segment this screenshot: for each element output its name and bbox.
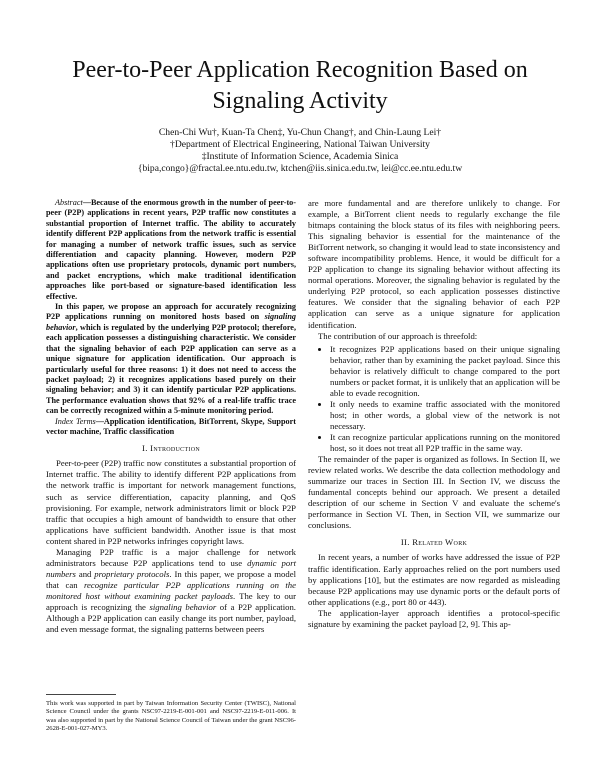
- related-paragraph-2: The application-layer approach identifies a protocol-specific signature by examining the packet payload [2, 9]. This ap-: [308, 607, 560, 629]
- author-names: Chen-Chi Wu†, Kuan-Ta Chen‡, Yu-Chun Chang†, and Chin-Laung Lei†: [158, 127, 442, 138]
- right-paragraph-1: are more fundamental and are therefore unlikely to change. For example, a BitTorrent client needs to regularly exchange the file bitmaps containing the block status of its files with neighboring peers. This signaling behavior is essential for the maintenance of the BitTorrent network, so changing it would lead to state inconsistency and software incompatibility problems. Hence, it would be difficult for a P2P application to change its signaling behavior without affecting its normal operations. Moreover, the signaling behavior is regulated by the underlying P2P protocol, so each application possesses distinctive features. We consider that the signaling behavior of each P2P application can serve as a unique signature for application identification.: [308, 198, 560, 330]
- abstract-text-2b: , which is regulated by the underlying P2P protocol; therefore, each application possesses a distinguishing characteristic. We consider that the signaling behavior of each P2P application can serve as a unique signature for application identification. Our approach is particularly useful for three reasons: 1) it does not need to access the packet payload; 2) it recognizes applications based purely on their signaling behavior; and 3) it can identify particular P2P applications. The performance evaluation shows that 92% of a real-life traffic trace can be correctly recognized within a 5-minute monitoring period.: [46, 322, 296, 416]
- list-item: • It recognizes P2P applications based on their unique signaling behavior, rather than by examining the packet payload. Since this behavior is relatively difficult to change compared to the port numbers or packet format, it is unlikely that an application will be able to evade recognition.: [330, 344, 560, 399]
- outline-paragraph: The remainder of the paper is organized as follows. In Section II, we review related works. We describe the data collection methodology and summarize our traces in Section III. In Section IV, we discuss the fundamental concepts behind our approach. We present a detailed description of our scheme in Section V and evaluate the scheme's performance in Section VI. Then, in Section VII, we summarize our conclusions.: [308, 454, 560, 531]
- intro-text-2d: . The key to our approach is recognizing the: [46, 590, 297, 612]
- index-terms-text: —Application identification, BitTorrent, Skype, Support vector machine, Traffic classification: [46, 416, 296, 436]
- author-block: [40, 127, 560, 175]
- footnote-rule: [46, 694, 116, 695]
- author-emails: {bipa,congo}@fractal.ee.ntu.edu.tw, ktchen@iis.sinica.edu.tw, lei@cc.ee.ntu.edu.tw: [137, 163, 463, 174]
- intro-emphasis-4: signaling behavior: [149, 602, 217, 612]
- abstract-text-1: —Because of the enormous growth in the number of peer-to-peer (P2P) applications in recent years, P2P traffic now constitutes a substantial proportion of Internet traffic. The ability to accurately identify different P2P applications from the network traffic is essential for managing a number of network traffic issues, such as service differentiation and capacity planning. However, modern P2P applications often use proprietary protocols, dynamic port numbers, and packet encryptions, which make traditional identification approaches like port-based or signature-based identification less effective.: [46, 198, 296, 301]
- intro-emphasis-1: dynamic port numbers: [46, 557, 296, 579]
- abstract-label: Abstract: [55, 198, 83, 207]
- right-column: [308, 198, 560, 630]
- abstract-text-2a: In this paper, we propose an approach for accurately recognizing P2P applications running on monitored hosts based on: [46, 302, 296, 322]
- index-terms: [46, 417, 296, 438]
- section-heading-introduction: I. Introduction: [142, 443, 200, 454]
- abstract-emphasis: signaling behavior: [46, 312, 296, 332]
- footnote: This work was supported in part by Taiwan Information Security Center (TWISC), National Science Council under the grants NSC97-2219-E-001-001 and NSC97-2219-E-011-006. It was also supported in part by the National Science Council of Taiwan under the grant NSC96-2628-E-001-027-MY3.: [46, 700, 296, 732]
- intro-paragraph-2: [46, 547, 296, 635]
- contribution-list: [308, 344, 560, 454]
- index-terms-label: Index Terms: [55, 416, 96, 426]
- abstract-paragraph-2: [46, 302, 296, 416]
- related-paragraph-1: In recent years, a number of works have addressed the issue of P2P traffic identification. Early approaches relied on the port numbers used by applications [10], but the estimates are now regarded as misleading because P2P applications may use dynamic ports or the default ports of other applications (e.g., port 80 or 443).: [308, 552, 560, 607]
- affiliation-1: †Department of Electrical Engineering, National Taiwan University: [170, 139, 430, 150]
- intro-text-2e: of a P2P application. Although a P2P application can easily change its port number, payload, and even message format, the signaling patterns between peers: [46, 602, 296, 635]
- left-column: [46, 198, 296, 635]
- intro-paragraph-1: Peer-to-peer (P2P) traffic now constitutes a substantial proportion of Internet traffic. The ability to identify different P2P applications from the network traffic is important for network management functions, such as service differentiation, capacity planning, and QoS provisioning. For example, network administrators limit or block P2P traffic that occupies a high amount of bandwidth to ensure that other applications have sufficient bandwidth. Another issue is that most content shared in P2P networks infringes copyright laws.: [46, 458, 296, 546]
- paper-title: Peer-to-Peer Application Recognition Based on Signaling Activity: [72, 57, 528, 114]
- intro-emphasis-2: proprietary protocols: [94, 568, 170, 579]
- intro-emphasis-3: recognize particular P2P applications running on the monitored host without examining packet payloads: [46, 579, 296, 601]
- intro-text-2b: and: [75, 568, 95, 579]
- section-heading-related-work: II. Related Work: [400, 537, 468, 548]
- list-item: • It only needs to examine traffic associated with the monitored host; in other words, a global view of the network is not necessary.: [330, 399, 560, 432]
- affiliation-2: ‡Institute of Information Science, Academia Sinica: [201, 151, 399, 162]
- intro-text-2c: . In this paper, we propose a model that can: [46, 568, 296, 590]
- abstract-paragraph-1: [46, 198, 296, 302]
- intro-text-2a: Managing P2P traffic is a major challenge for network administrators because P2P applications tend to use: [46, 546, 296, 568]
- contribution-intro: The contribution of our approach is threefold:: [318, 330, 478, 341]
- list-item: • It can recognize particular applications running on the monitored host, so it does not treat all P2P traffic in the same way.: [330, 432, 560, 454]
